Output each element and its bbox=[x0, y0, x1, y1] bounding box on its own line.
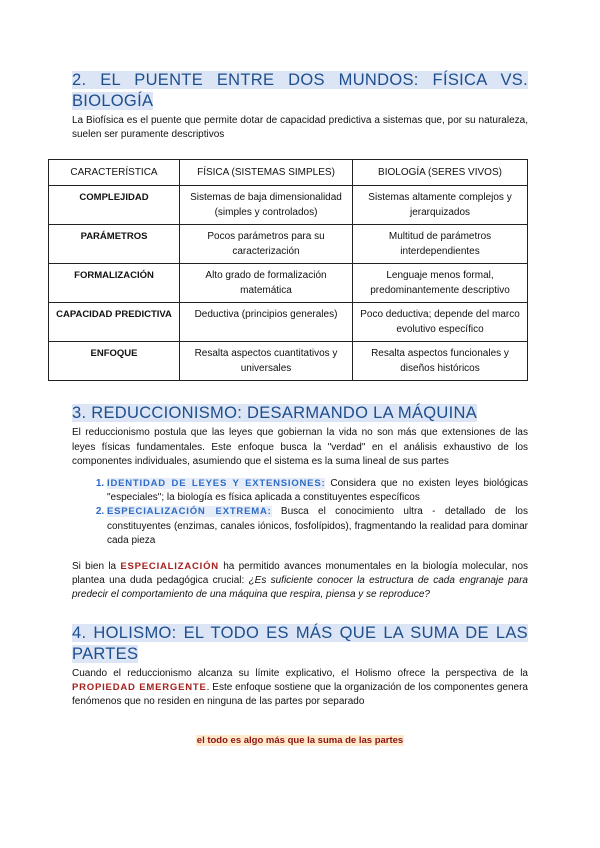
list-keyword: IDENTIDAD DE LEYES Y EXTENSIONES: bbox=[107, 478, 326, 490]
table-row bbox=[49, 303, 528, 342]
list-text: Considera que no existen leyes biológicas "especiales"; la biología es física aplicada a constituyentes específicos bbox=[107, 478, 528, 504]
table-cell: Sistemas de baja dimensionalidad (simples y controlados) bbox=[180, 186, 353, 225]
table-row bbox=[49, 342, 528, 381]
specialization-keyword: ESPECIALIZACIÓN bbox=[120, 561, 219, 573]
specialization-paragraph: Si bien la ESPECIALIZACIÓN ha permitido avances monumentales en la biología molecular, nos plantea una duda pedagógica crucial: ¿Es suficiente conocer la estructura de cada engranaje para predecir el comportamiento de una máquina que respira, piensa y se reproduce? bbox=[72, 561, 529, 601]
section-4-heading: 4. HOLISMO: EL TODO ES MÁS QUE LA SUMA DE LAS PARTES bbox=[72, 623, 528, 663]
table-row bbox=[49, 264, 528, 303]
page-content bbox=[56, 70, 529, 747]
table-cell: Alto grado de formalización matemática bbox=[180, 264, 353, 303]
table-cell: Resalta aspectos funcionales y diseños históricos bbox=[353, 342, 528, 381]
comparison-table bbox=[48, 159, 528, 381]
table-header-cell: BIOLOGÍA (SERES VIVOS) bbox=[353, 160, 528, 186]
row-label: COMPLEJIDAD bbox=[49, 186, 180, 225]
table-cell: Lenguaje menos formal, predominantemente descriptivo bbox=[353, 264, 528, 303]
row-label: FORMALIZACIÓN bbox=[49, 264, 180, 303]
section-4-paragraph: Cuando el reduccionismo alcanza su límite explicativo, el Holismo ofrece la perspectiva de la PROPIEDAD EMERGENTE. Este enfoque sostiene que la organización de los componentes genera fenómenos que no residen en ninguna de las partes por separado bbox=[72, 667, 528, 708]
section-3-intro: El reduccionismo postula que las leyes que gobiernan la vida no son más que extensiones de las leyes físicas fundamentales. Este enfoque busca la "verdad" en el análisis exhaustivo de los componentes individuales, asumiendo que el sistema es la suma lineal de sus partes bbox=[72, 427, 528, 467]
table-cell: Multitud de parámetros interdependientes bbox=[353, 225, 528, 264]
table-cell: Deductiva (principios generales) bbox=[180, 303, 353, 342]
table-cell: Poco deductiva; depende del marco evolutivo específico bbox=[353, 303, 528, 342]
reductionism-list bbox=[72, 477, 528, 548]
emergent-property-keyword: PROPIEDAD EMERGENTE bbox=[72, 681, 207, 693]
row-label: CAPACIDAD PREDICTIVA bbox=[49, 303, 180, 342]
table-cell: Sistemas altamente complejos y jerarquizados bbox=[353, 186, 528, 225]
section-2-heading: 2. EL PUENTE ENTRE DOS MUNDOS: FÍSICA VS. BIOLOGÍA bbox=[72, 71, 528, 110]
list-keyword: ESPECIALIZACIÓN EXTREMA: bbox=[107, 506, 272, 518]
list-item bbox=[107, 505, 528, 548]
table-row bbox=[49, 186, 528, 225]
list-item bbox=[107, 477, 528, 505]
section-3-heading: 3. REDUCCIONISMO: DESARMANDO LA MÁQUINA bbox=[72, 404, 478, 423]
table-header-cell: FÍSICA (SISTEMAS SIMPLES) bbox=[180, 160, 353, 186]
pedagogical-question: ¿Es suficiente conocer la estructura de cada engranaje para predecir el comportamiento de una máquina que respira, piensa y se reproduce? bbox=[72, 575, 528, 601]
section-2-intro: La Biofísica es el puente que permite dotar de capacidad predictiva a sistemas que, por su naturaleza, suelen ser puramente descriptivos bbox=[72, 115, 528, 141]
row-label: PARÁMETROS bbox=[49, 225, 180, 264]
table-header-cell: CARACTERÍSTICA bbox=[49, 160, 180, 186]
table-cell: Pocos parámetros para su caracterización bbox=[180, 225, 353, 264]
holism-quote: el todo es algo más que la suma de las partes bbox=[196, 735, 404, 747]
list-text: Busca el conocimiento ultra - detallado de los constituyentes (enzimas, canales iónicos, fosfolípidos), fragmentando la realidad para dominar cada pieza bbox=[107, 506, 528, 546]
table-cell: Resalta aspectos cuantitativos y universales bbox=[180, 342, 353, 381]
table-row bbox=[49, 225, 528, 264]
row-label: ENFOQUE bbox=[49, 342, 180, 381]
table-header-row bbox=[49, 160, 528, 186]
